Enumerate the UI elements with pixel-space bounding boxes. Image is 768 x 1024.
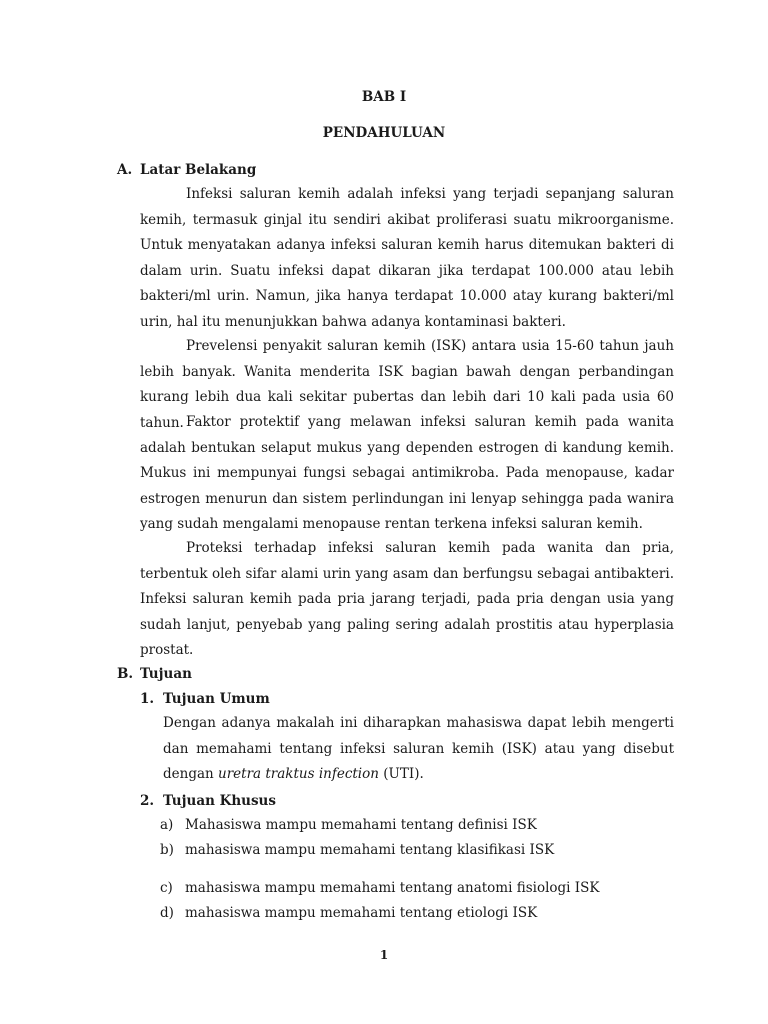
tujuan-umum-term: uretra traktus infection [218,766,379,782]
paragraph-1: Infeksi saluran kemih adalah infeksi yang terjadi sepanjang saluran kemih, termasuk ginjal itu sendiri akibat proliferasi suatu mikroorganisme. Untuk menyatakan adanya infeksi saluran kemih harus ditemukan bakteri di dalam urin. Suatu infeksi dapat dikaran jika terdapat 100.000 atau lebih bakteri/ml urin. Namun, jika hanya terdapat 10.000 atay kurang bakteri/ml urin, hal itu menunjukkan bahwa adanya kontaminasi bakteri. [140,186,674,330]
page-number: 1 [379,948,389,962]
paragraph-3: Faktor protektif yang melawan infeksi saluran kemih pada wanita adalah bentukan selaput mukus yang dependen estrogen di kandung kemih. Mukus ini mempunyai fungsi sebagai antimikroba. Pada menopause, kadar estrogen menurun dan sistem perlindungan ini lenyap sehingga pada wanira yang sudah mengalami menopause rentan terkena infeksi saluran kemih. [140,414,674,532]
chapter-title: PENDAHULUAN [322,125,446,141]
list-item [160,842,554,858]
paragraph-4: Proteksi terhadap infeksi saluran kemih pada wanita dan pria, terbentuk oleh sifar alami urin yang asam dan berfungsu sebagai antibakteri. Infeksi saluran kemih pada pria jarang terjadi, pada pria dengan usia yang sudah lanjut, penyebab yang paling sering adalah prostitis atau hyperplasia prostat. [140,540,674,658]
list-item [160,817,537,833]
tujuan-umum-suffix: (UTI). [378,766,424,782]
tujuan-umum-paragraph [163,711,674,788]
list-item-marker: c) [160,880,173,896]
list-item-marker: b) [160,842,174,858]
list-item-text: Mahasiswa mampu memahami tentang definisi ISK [185,817,537,833]
section-b-heading: Tujuan [140,666,192,682]
list-item [160,905,537,921]
list-item-text: mahasiswa mampu memahami tentang etiologi ISK [185,905,538,921]
subsection-1-heading: Tujuan Umum [163,691,270,707]
section-a-marker: A. [117,162,133,178]
chapter-label: BAB I [361,89,407,105]
list-item [160,880,599,896]
tujuan-umum-text: Dengan adanya makalah ini diharapkan mahasiswa dapat lebih mengerti dan memahami tentang infeksi saluran kemih (ISK) atau yang disebut dengan [163,715,674,782]
list-item-text: mahasiswa mampu memahami tentang klasifikasi ISK [185,842,555,858]
section-b-marker: B. [117,666,134,682]
subsection-2-marker: 2. [140,793,155,809]
subsection-2-heading: Tujuan Khusus [163,793,276,809]
subsection-1-marker: 1. [140,691,155,707]
section-a-heading: Latar Belakang [140,162,257,178]
list-item-marker: a) [160,817,174,833]
list-item-text: mahasiswa mampu memahami tentang anatomi fisiologi ISK [185,880,600,896]
paragraph-2: Prevelensi penyakit saluran kemih (ISK) antara usia 15-60 tahun jauh lebih banyak. Wanita menderita ISK bagian bawah dengan perbandingan kurang lebih dua kali sekitar pubertas dan lebih dari 10 kali pada usia 60 tahun. [140,338,674,431]
list-item-marker: d) [160,905,174,921]
